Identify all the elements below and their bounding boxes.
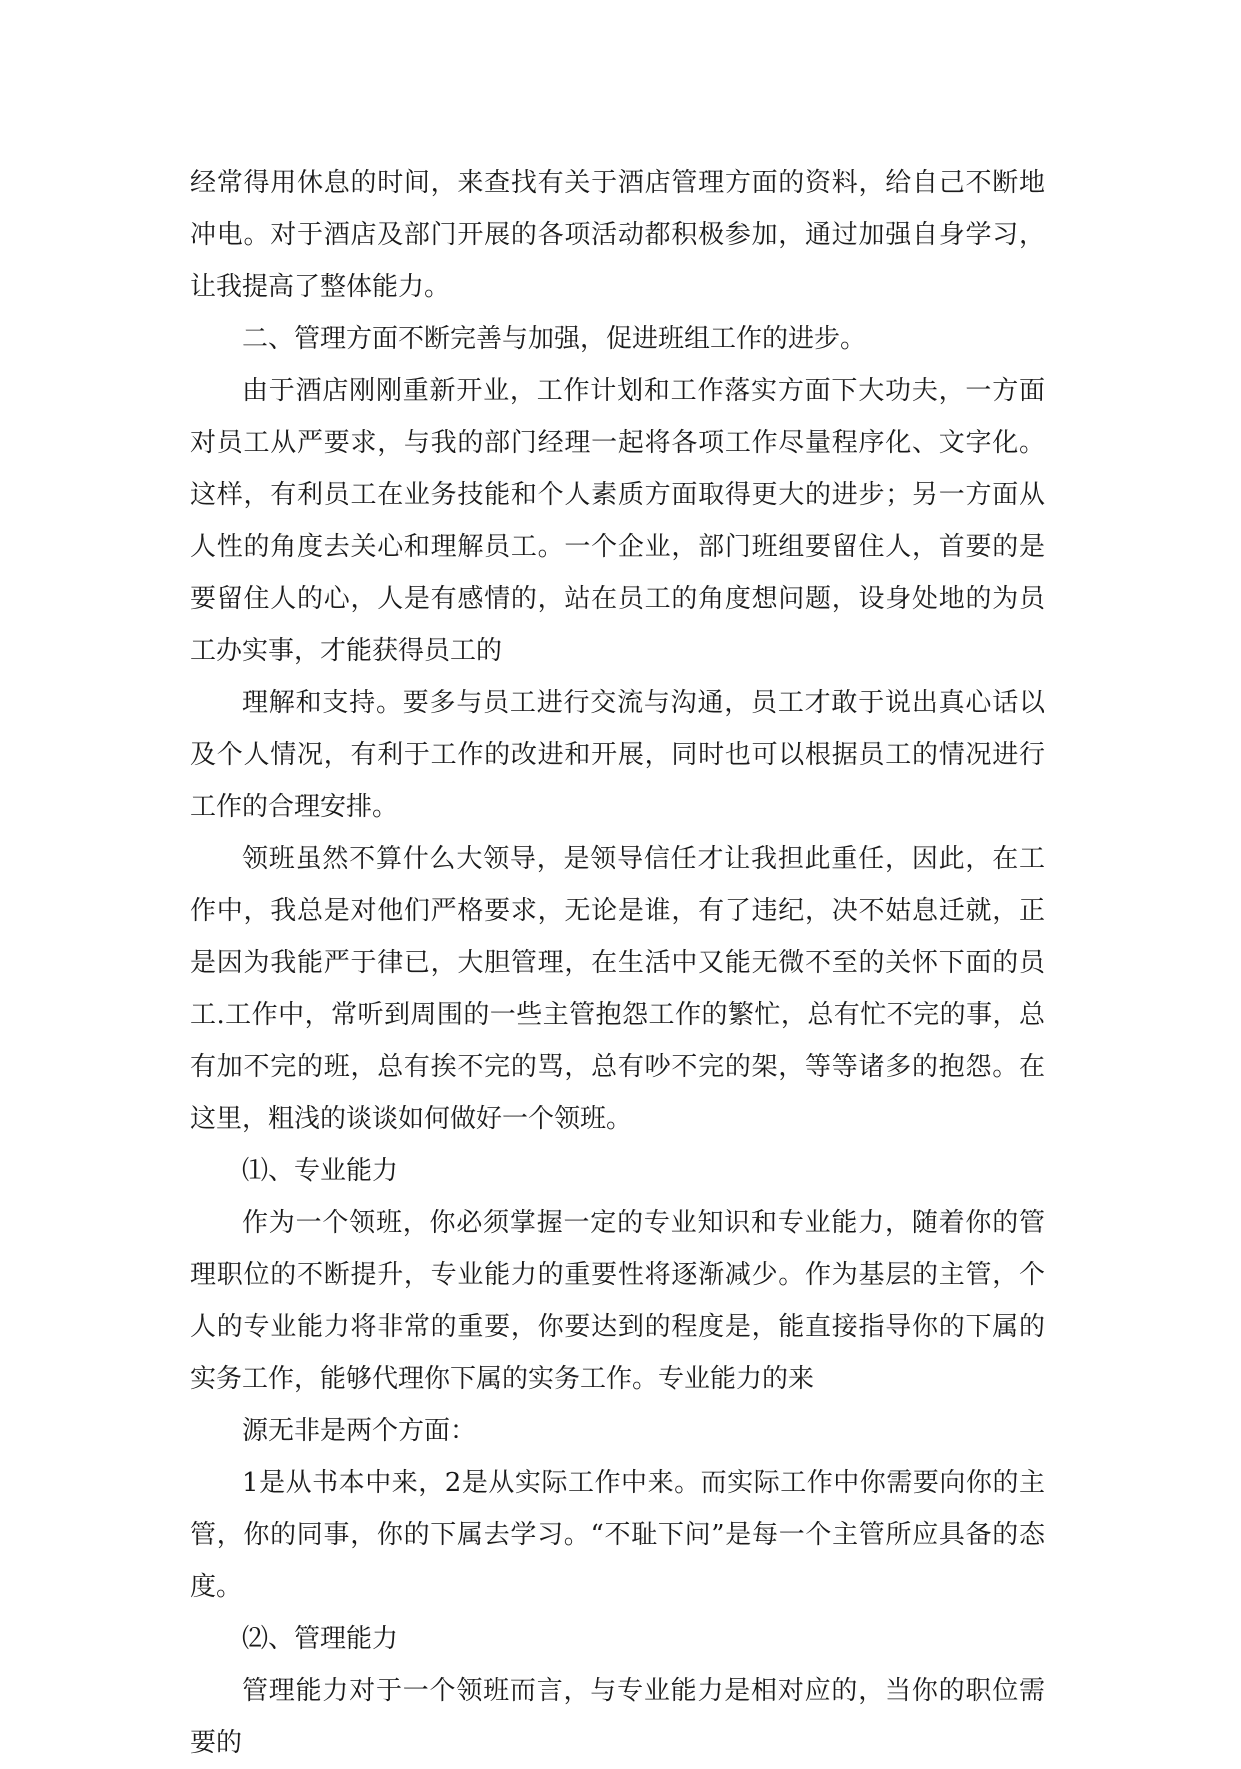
document-body	[190, 157, 1045, 1769]
paragraph: 源无非是两个方面：	[242, 1416, 477, 1446]
paragraph: 作为一个领班，你必须掌握一定的专业知识和专业能力，随着你的管理职位的不断提升，专业能力的重要性将逐渐减少。作为基层的主管，个人的专业能力将非常的重要，你要达到的程度是，能直接指导你的下属的实务工作，能够代理你下属的实务工作。专业能力的来	[190, 1208, 1045, 1394]
paragraph: 由于酒店刚刚重新开业，工作计划和工作落实方面下大功夫，一方面对员工从严要求，与我的部门经理一起将各项工作尽量程序化、文字化。这样，有利员工在业务技能和个人素质方面取得更大的进步；另一方面从人性的角度去关心和理解员工。一个企业，部门班组要留住人，首要的是要留住人的心，人是有感情的，站在员工的角度想问题，设身处地的为员工办实事，才能获得员工的	[190, 376, 1045, 666]
subsection-heading: ⑵、管理能力	[242, 1624, 399, 1654]
paragraph: 经常得用休息的时间，来查找有关于酒店管理方面的资料，给自己不断地冲电。对于酒店及部门开展的各项活动都积极参加，通过加强自身学习，让我提高了整体能力。	[190, 168, 1045, 302]
section-heading: 二、管理方面不断完善与加强，促进班组工作的进步。	[242, 324, 867, 354]
paragraph: 1是从书本中来，2是从实际工作中来。而实际工作中你需要向你的主管，你的同事，你的下属去学习。“不耻下问”是每一个主管所应具备的态度。	[190, 1468, 1045, 1602]
paragraph: 管理能力对于一个领班而言，与专业能力是相对应的，当你的职位需要的	[190, 1676, 1045, 1758]
paragraph: 领班虽然不算什么大领导，是领导信任才让我担此重任，因此，在工作中，我总是对他们严格要求，无论是谁，有了违纪，决不姑息迁就，正是因为我能严于律已，大胆管理，在生活中又能无微不至的关怀下面的员工.工作中，常听到周围的一些主管抱怨工作的繁忙，总有忙不完的事，总有加不完的班，总有挨不完的骂，总有吵不完的架，等等诸多的抱怨。在这里，粗浅的谈谈如何做好一个领班。	[190, 844, 1045, 1134]
subsection-heading: ⑴、专业能力	[242, 1156, 399, 1186]
paragraph: 理解和支持。要多与员工进行交流与沟通，员工才敢于说出真心话以及个人情况，有利于工作的改进和开展，同时也可以根据员工的情况进行工作的合理安排。	[190, 688, 1045, 822]
